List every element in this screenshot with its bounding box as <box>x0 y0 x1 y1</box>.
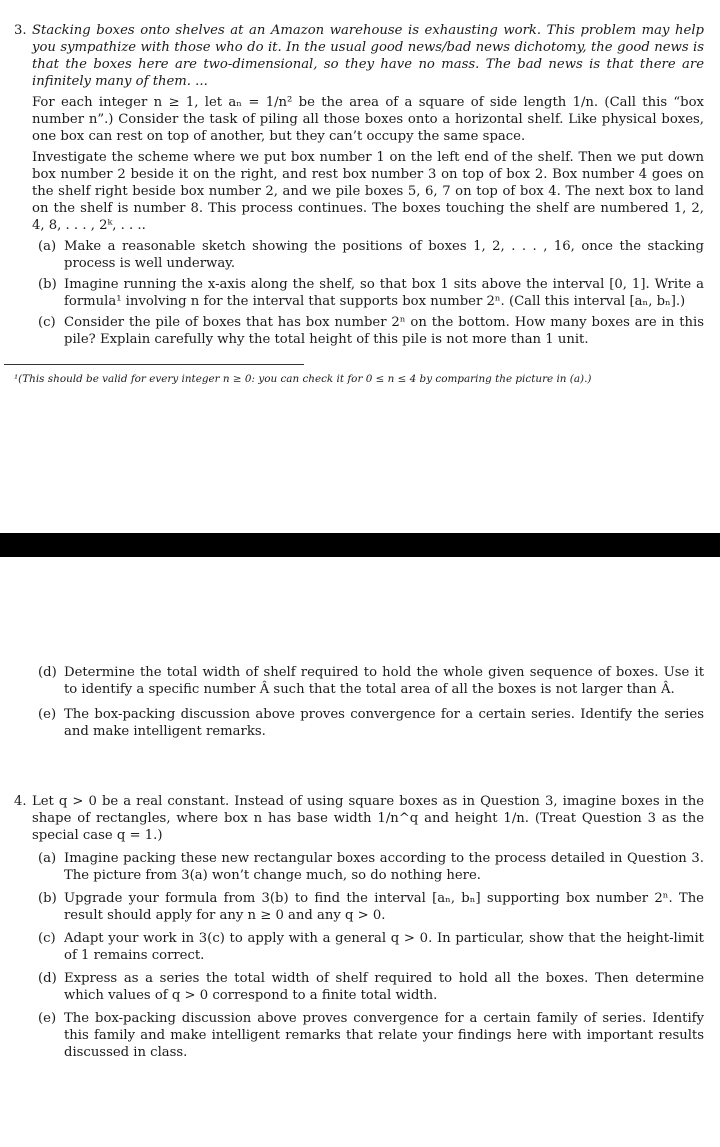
question-3-part-b <box>38 276 704 310</box>
part-text: Determine the total width of shelf required to hold the whole given sequence of boxes. Use it to identify a specific number Â such that the total area of all the boxes is not larger than Â. <box>64 665 704 697</box>
part-text: The box-packing discussion above proves convergence for a certain family of series. Identify this family and make intelligent remarks that relate your findings here with important results discussed in class. <box>64 1011 704 1060</box>
question-4-part-e <box>38 1010 704 1061</box>
part-text: Express as a series the total width of shelf required to hold all the boxes. Then determine which values of q > 0 correspond to a finite total width. <box>64 971 704 1003</box>
question-3-intro: Stacking boxes onto shelves at an Amazon warehouse is exhausting work. This problem may help you sympathize with those who do it. In the usual good news/bad news dichotomy, the good news is that the boxes here are two-dimensional, so they have no mass. The bad news is that there are infinitely many of them. ... <box>32 23 704 89</box>
footnote-rule <box>4 364 304 365</box>
part-label: (c) <box>38 315 56 330</box>
footnote: ¹(This should be valid for every integer n ≥ 0: you can check it for 0 ≤ n ≤ 4 by comparing the picture in (a).) <box>14 373 592 385</box>
part-text: Imagine running the x-axis along the shelf, so that box 1 sits above the interval [0, 1]. Write a formula¹ involving n for the interval that supports box number 2ⁿ. (Call this interval [aₙ, bₙ].) <box>64 277 704 309</box>
page-separator-bar <box>0 533 720 557</box>
part-label: (e) <box>38 707 57 722</box>
question-4-part-a <box>38 850 704 884</box>
question-3-part-a <box>38 238 704 272</box>
question-4-part-d <box>38 970 704 1004</box>
part-text: Upgrade your formula from 3(b) to find the interval [aₙ, bₙ] supporting box number 2ⁿ. The result should apply for any n ≥ 0 and any q > 0. <box>64 891 704 923</box>
question-4 <box>0 793 720 1061</box>
part-text: Make a reasonable sketch showing the positions of boxes 1, 2, . . . , 16, once the stacking process is well underway. <box>64 239 704 271</box>
part-label: (b) <box>38 891 57 906</box>
question-3-paragraph-2: Investigate the scheme where we put box number 1 on the left end of the shelf. Then we put down box number 2 beside it on the right, and rest box number 3 on top of box 2. Box number 4 goes on the shelf right beside box number 2, and we pile boxes 5, 6, 7 on top of box 4. The next box to land on the shelf is number 8. This process continues. The boxes touching the shelf are numbered 1, 2, 4, 8, . . . , 2ᵏ, . . .. <box>32 150 704 233</box>
question-4-part-b <box>38 890 704 924</box>
part-text: The box-packing discussion above proves convergence for a certain series. Identify the series and make intelligent remarks. <box>64 707 704 739</box>
question-3-continued <box>0 664 720 740</box>
question-3 <box>0 22 720 348</box>
part-label: (b) <box>38 277 57 292</box>
question-4-part-c <box>38 930 704 964</box>
part-label: (d) <box>38 665 57 680</box>
part-label: (c) <box>38 931 56 946</box>
question-4-number: 4. <box>14 794 27 809</box>
part-label: (e) <box>38 1011 57 1026</box>
question-3-part-e <box>38 706 704 740</box>
question-3-part-d <box>38 664 704 698</box>
part-label: (d) <box>38 971 57 986</box>
part-text: Adapt your work in 3(c) to apply with a general q > 0. In particular, show that the height-limit of 1 remains correct. <box>64 931 704 963</box>
part-text: Consider the pile of boxes that has box number 2ⁿ on the bottom. How many boxes are in this pile? Explain carefully why the total height of this pile is not more than 1 unit. <box>64 315 704 347</box>
question-4-intro: Let q > 0 be a real constant. Instead of using square boxes as in Question 3, imagine boxes in the shape of rectangles, where box n has base width 1/n^q and height 1/n. (Treat Question 3 as the special case q = 1.) <box>32 794 704 843</box>
question-3-paragraph-1: For each integer n ≥ 1, let aₙ = 1/n² be the area of a square of side length 1/n. (Call this “box number n”.) Consider the task of piling all those boxes onto a horizontal shelf. Like physical boxes, one box can rest on top of another, but they can’t occupy the same space. <box>32 95 704 144</box>
question-3-part-c <box>38 314 704 348</box>
part-label: (a) <box>38 239 57 254</box>
part-label: (a) <box>38 851 57 866</box>
question-3-number: 3. <box>14 23 27 38</box>
part-text: Imagine packing these new rectangular boxes according to the process detailed in Question 3. The picture from 3(a) won’t change much, so do nothing here. <box>64 851 704 883</box>
